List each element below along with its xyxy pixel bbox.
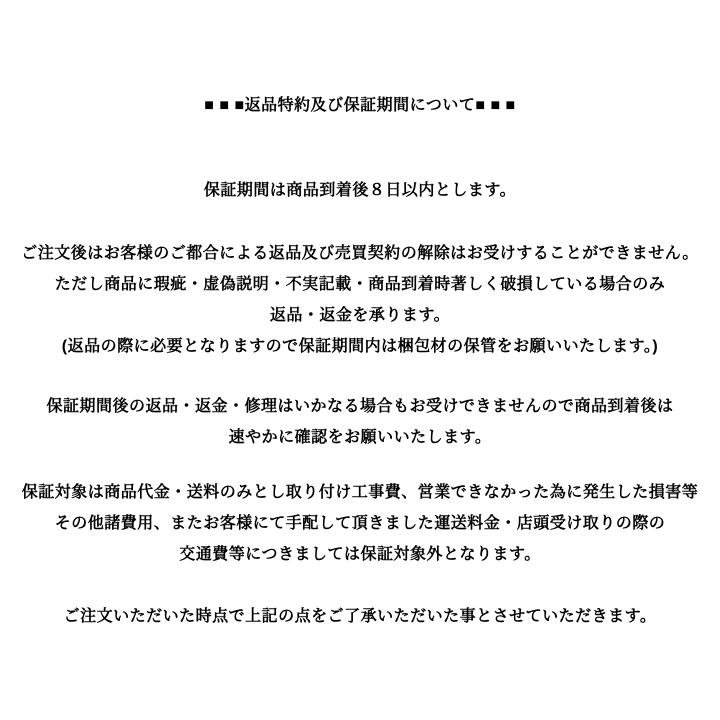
text-line: 保証期間後の返品・返金・修理はいかなる場合もお受けできませんので商品到着後は <box>46 398 674 415</box>
return-conditions-paragraph <box>0 238 720 362</box>
warranty-scope-paragraph <box>0 477 720 570</box>
text-line: 返品・返金を承ります。 <box>269 307 451 324</box>
text-line: 速やかに確認をお願いいたします。 <box>228 429 492 446</box>
warranty-period-paragraph <box>0 175 720 206</box>
after-warranty-paragraph <box>0 391 720 453</box>
text-line: その他諸費用、またお客様にて手配して頂きました運送料金・店頭受け取りの際の <box>54 515 666 532</box>
text-line: 保証期間は商品到着後８日以内とします。 <box>203 182 517 199</box>
text-line: ご注文いただいた時点で上記の点をご了承いただいた事とさせていただきます。 <box>63 608 657 625</box>
text-line: ただし商品に瑕疵・虚偽説明・不実記載・商品到着時著しく破損している場合のみ <box>54 276 666 293</box>
text-line: (返品の際に必要となりますので保証期間内は梱包材の保管をお願いいたします。) <box>61 338 659 355</box>
text-line: 保証対象は商品代金・送料のみとし取り付け工事費、営業できなかった為に発生した損害等 <box>21 484 699 501</box>
text-line: ご注文後はお客様のご都合による返品及び売買契約の解除はお受けすることができません。 <box>21 245 699 262</box>
notice-title: ■ ■ ■返品特約及び保証期間について■ ■ ■ <box>204 97 516 114</box>
text-line: 交通費等につきましては保証対象外となります。 <box>179 546 541 563</box>
acknowledgement-paragraph <box>0 601 720 632</box>
